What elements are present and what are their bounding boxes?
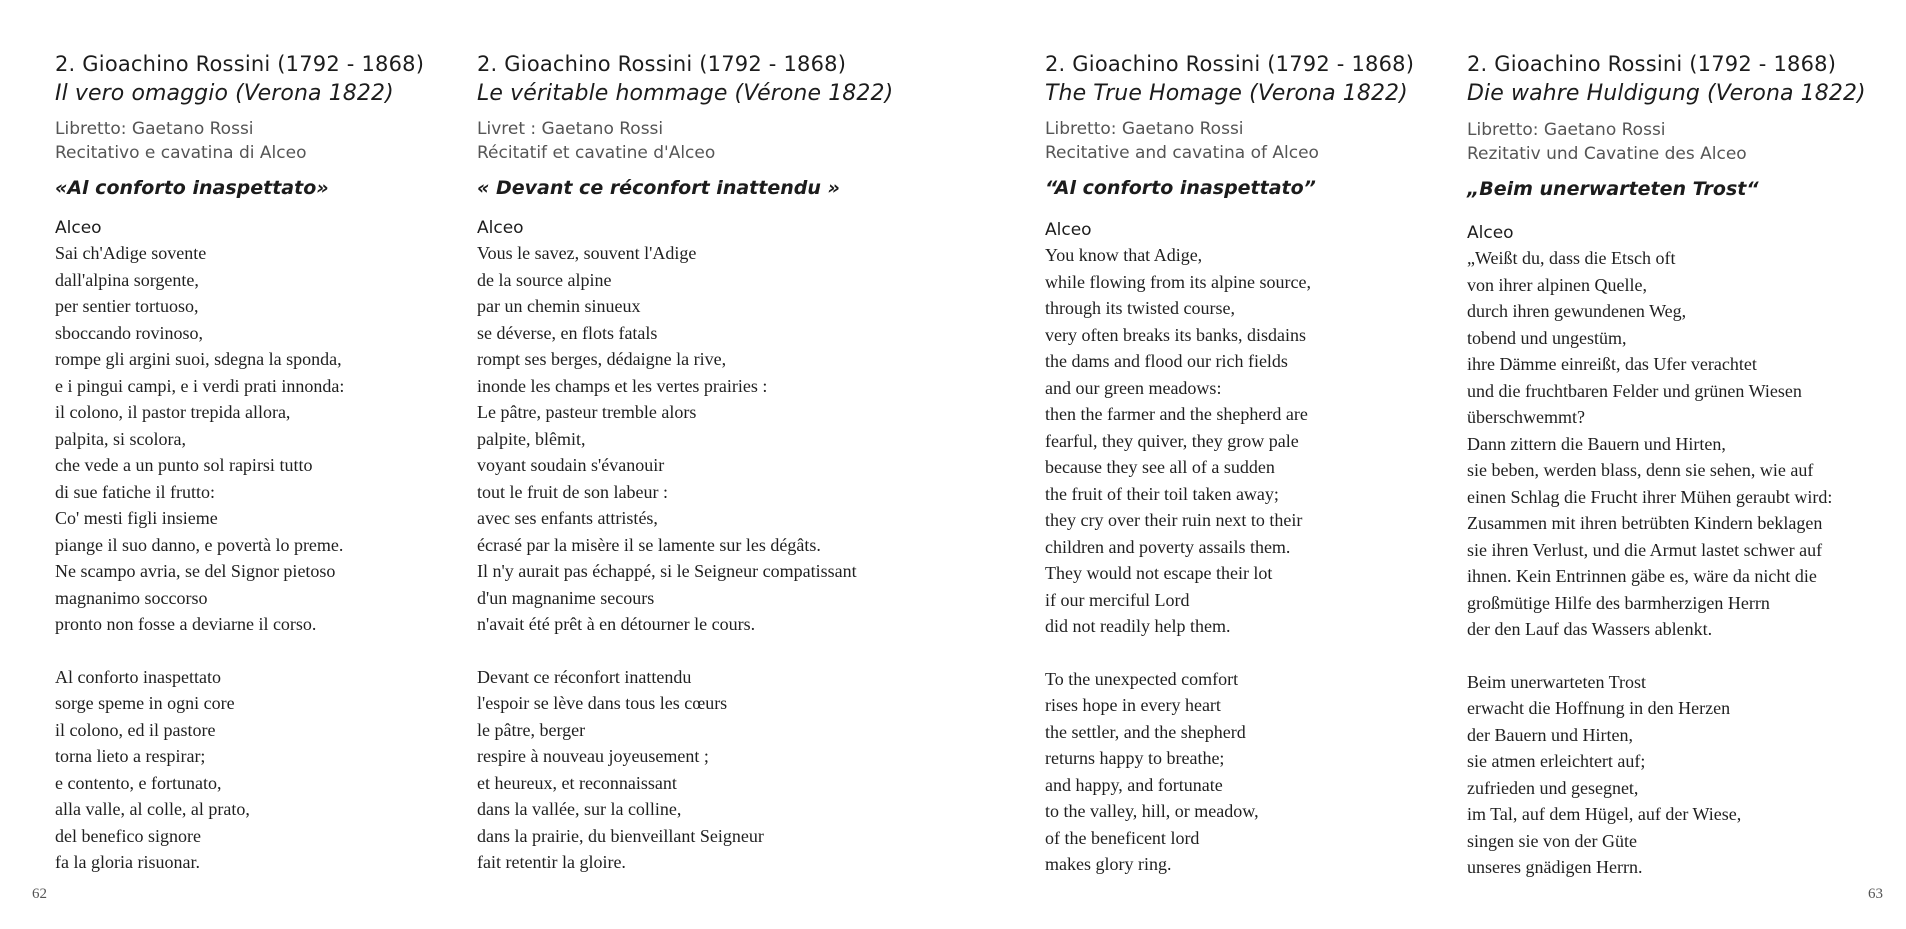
verse-line: il colono, il pastor trepida allora,: [55, 402, 291, 422]
verse-line: „Weißt du, dass die Etsch oft: [1467, 248, 1676, 268]
column-italian: [55, 50, 455, 876]
verse-line: makes glory ring.: [1045, 854, 1172, 874]
aria-title: «Al conforto inaspettato»: [55, 177, 329, 199]
work-title: Die wahre Huldigung (Verona 1822): [1467, 81, 1866, 106]
verse-line: of the beneficent lord: [1045, 827, 1200, 848]
verse-line: if our merciful Lord: [1045, 589, 1190, 610]
verse-line: Vous le savez, souvent l'Adige: [477, 243, 697, 263]
verse-line: del benefico signore: [55, 825, 201, 846]
verse-line: did not readily help them.: [1045, 616, 1231, 636]
verse-line: rompe gli argini suoi, sdegna la sponda,: [55, 349, 342, 369]
verse-line: dall'alpina sorgente,: [55, 269, 199, 290]
stanza-2: [1467, 669, 1887, 881]
column-french: [477, 50, 897, 876]
verse-line: torna lieto a respirar;: [55, 746, 206, 766]
verse-line: through its twisted course,: [1045, 298, 1235, 318]
page-number-right: 63: [1868, 886, 1883, 902]
aria-title: „Beim unerwarteten Trost“: [1467, 178, 1759, 200]
verse-line: Co' mesti figli insieme: [55, 508, 218, 528]
stanza-2: [1045, 666, 1445, 878]
verse-line: dans la prairie, du bienveillant Seigneur: [477, 825, 764, 846]
verse-line: fearful, they quiver, they grow pale: [1045, 430, 1299, 451]
speaker-name: Alceo: [477, 218, 524, 238]
section-line: Récitatif et cavatine d'Alceo: [477, 143, 716, 163]
verse-line: di sue fatiche il frutto:: [55, 481, 215, 502]
verse-line: de la source alpine: [477, 269, 612, 290]
verse-line: che vede a un punto sol rapirsi tutto: [55, 455, 313, 475]
verse-line: because they see all of a sudden: [1045, 457, 1275, 477]
verse-line: einen Schlag die Frucht ihrer Mühen geraubt wird:: [1467, 486, 1833, 507]
verse-line: respire à nouveau joyeusement ;: [477, 746, 709, 766]
verse-line: they cry over their ruin next to their: [1045, 510, 1303, 530]
stanza-1: [55, 240, 455, 638]
verse-line: dans la vallée, sur la colline,: [477, 799, 682, 819]
verse-line: tout le fruit de son labeur :: [477, 481, 668, 502]
meta-block: [477, 117, 897, 165]
verse-line: durch ihren gewundenen Weg,: [1467, 301, 1687, 321]
section-line: Rezitativ und Cavatine des Alceo: [1467, 144, 1747, 164]
verse-line: sie ihren Verlust, und die Armut lastet schwer auf: [1467, 539, 1823, 560]
verse-line: sie atmen erleichtert auf;: [1467, 751, 1646, 771]
verse-line: der Bauern und Hirten,: [1467, 724, 1633, 745]
stanza-2: [55, 664, 455, 876]
verse-line: fa la gloria risuonar.: [55, 852, 200, 872]
verse-line: while flowing from its alpine source,: [1045, 271, 1311, 292]
verse-line: le pâtre, berger: [477, 719, 586, 740]
verse-line: piange il suo danno, e povertà lo preme.: [55, 534, 344, 555]
page-number-left: 62: [32, 886, 47, 902]
verse-line: Zusammen mit ihren betrübten Kindern beklagen: [1467, 513, 1823, 533]
stanza-1: [1467, 245, 1887, 643]
verse-line: Dann zittern die Bauern und Hirten,: [1467, 433, 1726, 454]
section-line: Recitativo e cavatina di Alceo: [55, 143, 307, 163]
verse-line: You know that Adige,: [1045, 245, 1203, 265]
verse-line: von ihrer alpinen Quelle,: [1467, 274, 1647, 295]
verse-line: Ne scampo avria, se del Signor pietoso: [55, 561, 336, 581]
verse-line: Le pâtre, pasteur tremble alors: [477, 402, 697, 422]
verse-line: Al conforto inaspettato: [55, 666, 221, 687]
column-english: [1045, 50, 1445, 878]
verse-line: der den Lauf das Wassers ablenkt.: [1467, 619, 1713, 639]
verse-line: rises hope in every heart: [1045, 695, 1221, 715]
verse-line: écrasé par la misère il se lamente sur les dégâts.: [477, 534, 821, 555]
verse-line: To the unexpected comfort: [1045, 668, 1239, 689]
section-line: Recitative and cavatina of Alceo: [1045, 143, 1319, 163]
verse-line: n'avait été prêt à en détourner le cours.: [477, 614, 756, 634]
verse-line: voyant soudain s'évanouir: [477, 455, 665, 475]
meta-block: [1467, 118, 1887, 166]
verse-line: l'espoir se lève dans tous les cœurs: [477, 693, 728, 713]
speaker-name: Alceo: [55, 218, 102, 238]
verse-line: unseres gnädigen Herrn.: [1467, 857, 1643, 877]
verse-line: the fruit of their toil taken away;: [1045, 483, 1279, 504]
verse-line: tobend und ungestüm,: [1467, 327, 1627, 348]
verse-line: Beim unerwarteten Trost: [1467, 671, 1646, 692]
verse-line: se déverse, en flots fatals: [477, 322, 658, 343]
librettist-line: Libretto: Gaetano Rossi: [1045, 119, 1244, 139]
verse-line: pronto non fosse a deviarne il corso.: [55, 614, 317, 634]
verse-line: großmütige Hilfe des barmherzigen Herrn: [1467, 592, 1770, 613]
verse-line: Sai ch'Adige sovente: [55, 243, 207, 263]
verse-line: zufrieden und gesegnet,: [1467, 777, 1639, 798]
verse-line: then the farmer and the shepherd are: [1045, 404, 1308, 424]
librettist-line: Libretto: Gaetano Rossi: [55, 119, 254, 139]
verse-line: e i pingui campi, e i verdi prati innonda:: [55, 375, 345, 396]
verse-line: per sentier tortuoso,: [55, 296, 199, 316]
verse-line: Devant ce réconfort inattendu: [477, 666, 692, 687]
composer-heading: 2. Gioachino Rossini (1792 - 1868): [55, 52, 425, 76]
verse-line: the settler, and the shepherd: [1045, 721, 1246, 742]
column-german: [1467, 50, 1887, 881]
verse-line: d'un magnanime secours: [477, 587, 655, 608]
verse-line: children and poverty assails them.: [1045, 536, 1291, 557]
composer-heading: 2. Gioachino Rossini (1792 - 1868): [1467, 52, 1837, 76]
verse-line: and our green meadows:: [1045, 377, 1222, 398]
librettist-line: Libretto: Gaetano Rossi: [1467, 120, 1666, 140]
verse-line: erwacht die Hoffnung in den Herzen: [1467, 698, 1731, 718]
meta-block: [1045, 117, 1445, 165]
verse-line: ihre Dämme einreißt, das Ufer verachtet: [1467, 354, 1757, 374]
verse-line: überschwemmt?: [1467, 407, 1585, 427]
verse-line: inonde les champs et les vertes prairies :: [477, 375, 768, 396]
verse-line: und die fruchtbaren Felder und grünen Wiesen: [1467, 380, 1802, 401]
librettist-line: Livret : Gaetano Rossi: [477, 119, 664, 139]
verse-line: very often breaks its banks, disdains: [1045, 324, 1306, 345]
verse-line: et heureux, et reconnaissant: [477, 772, 677, 793]
verse-line: im Tal, auf dem Hügel, auf der Wiese,: [1467, 804, 1742, 824]
stanza-2: [477, 664, 897, 876]
speaker-name: Alceo: [1467, 223, 1514, 243]
speaker-name: Alceo: [1045, 220, 1092, 240]
verse-line: e contento, e fortunato,: [55, 772, 222, 793]
stanza-1: [477, 240, 897, 638]
verse-line: alla valle, al colle, al prato,: [55, 799, 250, 819]
verse-line: They would not escape their lot: [1045, 563, 1273, 583]
verse-line: magnanimo soccorso: [55, 587, 208, 608]
stanza-1: [1045, 242, 1445, 640]
composer-heading: 2. Gioachino Rossini (1792 - 1868): [477, 52, 847, 76]
meta-block: [55, 117, 455, 165]
verse-line: the dams and flood our rich fields: [1045, 351, 1288, 371]
verse-line: palpite, blêmit,: [477, 428, 586, 449]
verse-line: sorge speme in ogni core: [55, 693, 235, 713]
verse-line: Il n'y aurait pas échappé, si le Seigneur compatissant: [477, 561, 857, 581]
composer-heading: 2. Gioachino Rossini (1792 - 1868): [1045, 52, 1415, 76]
aria-title: « Devant ce réconfort inattendu »: [477, 177, 840, 199]
verse-line: fait retentir la gloire.: [477, 852, 626, 872]
verse-line: returns happy to breathe;: [1045, 748, 1225, 768]
verse-line: singen sie von der Güte: [1467, 830, 1637, 851]
work-title: The True Homage (Verona 1822): [1045, 81, 1408, 106]
verse-line: sie beben, werden blass, denn sie sehen, wie auf: [1467, 460, 1814, 480]
verse-line: il colono, ed il pastore: [55, 719, 216, 740]
verse-line: rompt ses berges, dédaigne la rive,: [477, 349, 727, 369]
work-title: Il vero omaggio (Verona 1822): [55, 81, 394, 106]
aria-title: “Al conforto inaspettato”: [1045, 177, 1316, 199]
verse-line: to the valley, hill, or meadow,: [1045, 801, 1259, 821]
verse-line: palpita, si scolora,: [55, 428, 186, 449]
work-title: Le véritable hommage (Vérone 1822): [477, 81, 894, 106]
verse-line: sboccando rovinoso,: [55, 322, 203, 343]
verse-line: par un chemin sinueux: [477, 296, 641, 316]
verse-line: and happy, and fortunate: [1045, 774, 1223, 795]
verse-line: ihnen. Kein Entrinnen gäbe es, wäre da nicht die: [1467, 566, 1817, 586]
verse-line: avec ses enfants attristés,: [477, 508, 658, 528]
